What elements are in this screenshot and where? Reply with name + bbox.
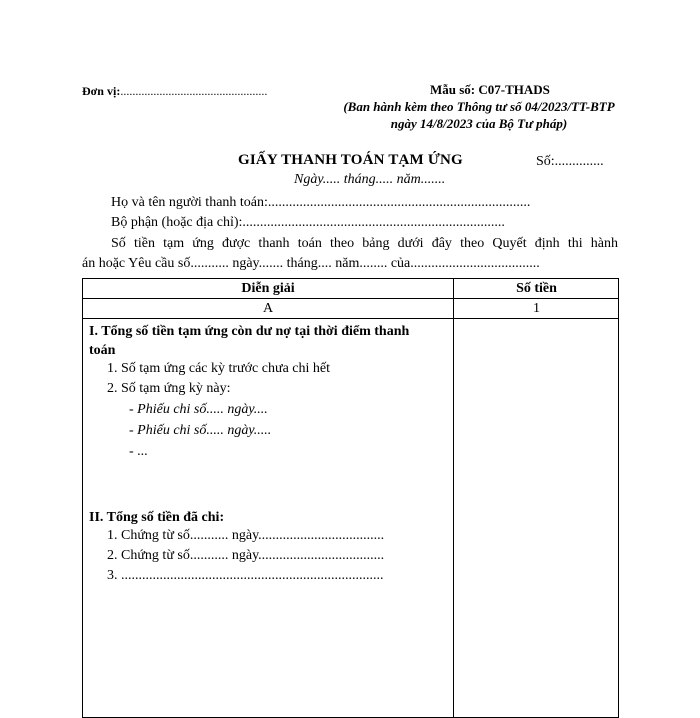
document-title: GIẤY THANH TOÁN TẠM ỨNG <box>238 152 463 168</box>
form-code: Mẫu số: C07-THADS <box>430 82 550 97</box>
section-2-title: II. Tổng số tiền đã chi: <box>89 510 225 525</box>
issued-line-1: (Ban hành kèm theo Thông tư số 04/2023/TT-BTP <box>343 99 615 114</box>
section-1-sub-3: - ... <box>129 444 148 459</box>
code-amount: 1 <box>533 301 540 316</box>
section-1-item-1: 1. Số tạm ứng các kỳ trước chưa chi hết <box>107 361 330 376</box>
code-description: A <box>262 301 274 316</box>
section-2-item-3: 3. ........................................................................... <box>107 568 384 583</box>
header-amount: Số tiền <box>516 281 557 296</box>
paragraph-line-2: án hoặc Yêu cầu số........... ngày....... tháng.... năm........ của..................................... <box>82 256 540 271</box>
payer-name-field: Họ và tên người thanh toán:........................................................................... <box>111 195 531 210</box>
advance-paragraph <box>82 234 618 274</box>
section-1-title: I. Tổng số tiền tạm ứng còn dư nợ tại thời điểm thanh toán <box>89 324 410 358</box>
payment-table <box>82 278 619 718</box>
column-divider <box>453 279 454 717</box>
unit-field <box>82 84 267 99</box>
section-1-sub-2: - Phiếu chi số..... ngày..... <box>129 423 272 438</box>
unit-value: ................................................. <box>120 84 268 98</box>
section-1-item-2: 2. Số tạm ứng kỳ này: <box>107 381 231 396</box>
unit-label: Đơn vị: <box>82 84 121 98</box>
section-2-item-2: 2. Chứng từ số........... ngày.................................... <box>107 548 385 563</box>
department-field: Bộ phận (hoặc địa chỉ):........................................................................... <box>111 215 505 230</box>
issued-note <box>338 98 620 132</box>
section-2-item-1: 1. Chứng từ số........... ngày.................................... <box>107 528 385 543</box>
document-date: Ngày..... tháng..... năm....... <box>294 172 446 187</box>
issued-line-2: ngày 14/8/2023 của Bộ Tư pháp) <box>390 116 568 131</box>
section-1-sub-1: - Phiếu chi số..... ngày.... <box>129 402 268 417</box>
paragraph-line-1: Số tiền tạm ứng được thanh toán theo bảng dưới đây theo Quyết định thi hành <box>111 236 618 251</box>
header-description: Diễn giải <box>241 281 295 296</box>
document-number: Số:.............. <box>536 154 604 169</box>
table-code-row <box>83 299 618 319</box>
table-header-row <box>83 279 618 299</box>
